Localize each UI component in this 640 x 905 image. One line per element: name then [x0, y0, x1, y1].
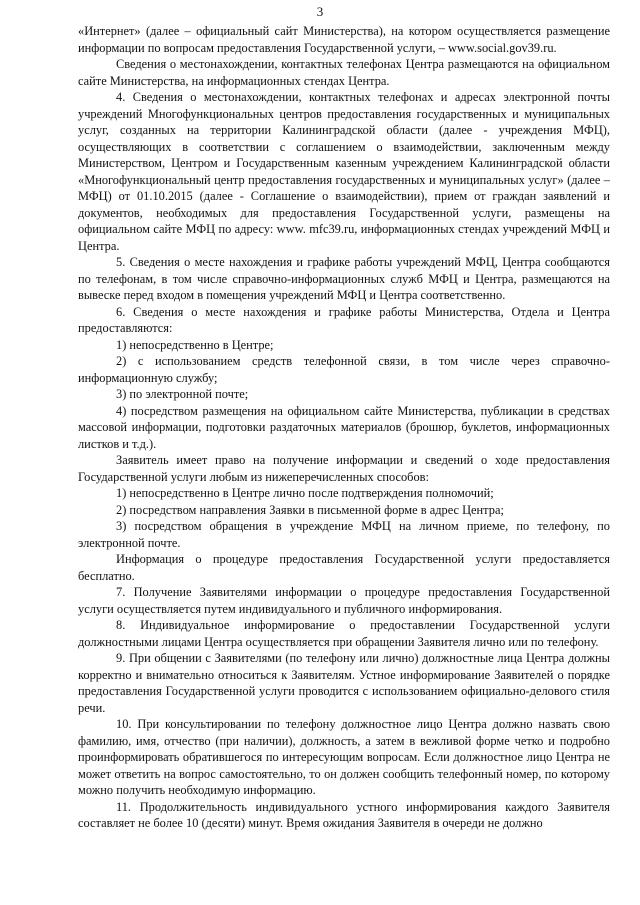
paragraph-6: 6. Сведения о месте нахождения и графике работы Министерства, Отдела и Центра предоставляются: — [78, 304, 610, 335]
paragraph-continuation: «Интернет» (далее – официальный сайт Министерства), на котором осуществляется размещение информации по вопросам предоставления Государственной услуги, – www.social.gov39.ru. — [78, 24, 610, 55]
paragraph-11: 11. Продолжительность индивидуального устного информирования каждого Заявителя составляет не более 10 (десяти) минут. Время ожидания Заявителя в очереди не должно — [78, 799, 610, 830]
paragraph: Заявитель имеет право на получение информации и сведений о ходе предоставления Государственной услуги любым из нижеперечисленных способов: — [78, 453, 610, 484]
document-body — [78, 23, 610, 832]
paragraph-7: 7. Получение Заявителями информации о процедуре предоставления Государственной услуги осуществляется путем индивидуального и публичного информирования. — [78, 585, 610, 616]
list-item: 2) посредством направления Заявки в письменной форме в адрес Центра; — [116, 502, 504, 517]
list-item: 1) непосредственно в Центре лично после подтверждения полномочий; — [116, 486, 494, 500]
list-item: 1) непосредственно в Центре; — [116, 337, 274, 352]
paragraph-4: 4. Сведения о местонахождении, контактных телефонах и адресах электронной почты учреждений Многофункциональных центров предоставления государственных и муниципальных услуг, созданных на территории Калининградской области (далее - учреждения МФЦ), осуществляющих в соответствии с соглашением о взаимодействии, заключенным между Министерством, Центром и Государственным казенным учреждением Калининградской области «Многофункциональный центр предоставления государственных и муниципальных услуг» (далее – МФЦ) от 01.10.2015 (далее - Соглашение о взаимодействии), прием от граждан заявлений и документов, необходимых для предоставления Государственной услуги, размещены на официальном сайте МФЦ по адресу: www. mfc39.ru, информационных стендах учреждений МФЦ и Центра. — [78, 90, 610, 253]
paragraph: Информация о процедуре предоставления Государственной услуги предоставляется бесплатно. — [78, 552, 610, 583]
paragraph-8: 8. Индивидуальное информирование о предоставлении Государственной услуги должностными лицами Центра осуществляется при обращении Заявителя лично или по телефону. — [78, 618, 610, 649]
paragraph-10: 10. При консультировании по телефону должностное лицо Центра должно назвать свою фамилию, имя, отчество (при наличии), должность, а затем в вежливой форме четко и подробно проинформировать обратившегося по интересующим вопросам. Если должностное лицо Центра не может ответить на вопрос самостоятельно, то он должен сообщить телефонный номер, по которому можно получить необходимую информацию. — [78, 717, 610, 797]
paragraph-9: 9. При общении с Заявителями (по телефону или лично) должностные лица Центра должны корректно и внимательно относиться к Заявителям. Устное информирование Заявителей о порядке предоставления Государственной услуги проводится с использованием официально-делового стиля речи. — [78, 651, 610, 715]
list-item: 3) посредством обращения в учреждение МФЦ на личном приеме, по телефону, по электронной почте. — [78, 519, 610, 550]
page-number: 3 — [316, 4, 324, 19]
paragraph-5: 5. Сведения о месте нахождения и графике работы учреждений МФЦ, Центра сообщаются по телефонам, в том числе справочно-информационных служб МФЦ и Центра, размещаются на вывеске перед входом в помещения учреждений МФЦ и Центра соответственно. — [78, 255, 610, 302]
list-item: 4) посредством размещения на официальном сайте Министерства, публикации в средствах массовой информации, подготовки раздаточных материалов (брошюр, буклетов, информационных листков и т.д.). — [78, 403, 610, 451]
list-item: 3) по электронной почте; — [116, 387, 249, 401]
list-item: 2) с использованием средств телефонной связи, в том числе через справочно-информационную службу; — [78, 354, 610, 385]
paragraph: Сведения о местонахождении, контактных телефонах Центра размещаются на официальном сайте Министерства, на информационных стендах Центра. — [78, 57, 610, 88]
